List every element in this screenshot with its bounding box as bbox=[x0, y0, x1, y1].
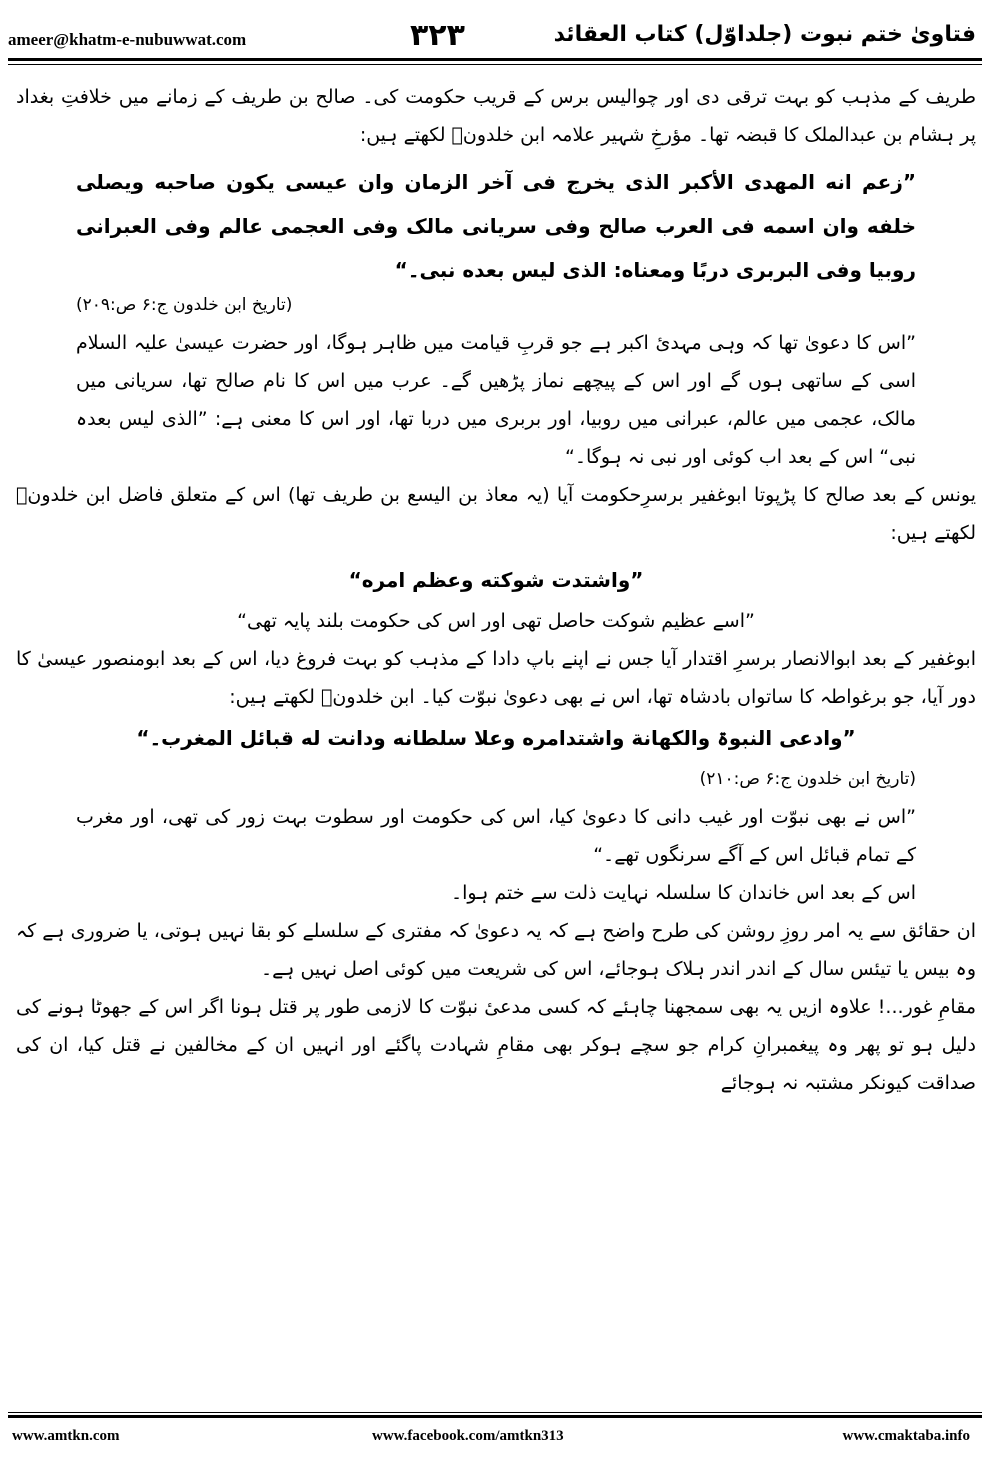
arabic-quote-2: ”واشتدت شوکته وعظم امره“ bbox=[348, 568, 644, 592]
urdu-translation-1: ”اس کا دعویٰ تھا کہ وہی مہدیٔ اکبر ہے جو قربِ قیامت میں ظاہر ہوگا، اور حضرت عیسیٰ علیہ السلام اسی کے ساتھی ہوں گے اور اس کے پیچھے نماز پڑھیں گے۔ عرب میں اس کا نام صالح تھا، سریانی میں مالک، عجمی میں عالم، عبرانی میں روبیا، اور بربری میں دربا تھا، اور اس کا معنی ہے: ”الذی لیس بعدہ نبی“ اس کے بعد اب کوئی اور نبی نہ ہوگا۔“ bbox=[76, 332, 916, 468]
header-email[interactable]: ameer@khatm-e-nubuwwat.com bbox=[8, 30, 247, 49]
header-rule-thick bbox=[8, 58, 982, 61]
footer-link-cmaktaba[interactable]: www.cmaktaba.info bbox=[842, 1428, 970, 1444]
arabic-quote-3: ”وادعی النبوۃ والکهانة واشتدامره وعلا سلطانه ودانت له قبائل المغرب۔“ bbox=[136, 726, 856, 750]
paragraph-4: اس کے بعد اس خاندان کا سلسلہ نہایت ذلت سے ختم ہوا۔ bbox=[450, 882, 916, 904]
paragraph-2: یونس کے بعد صالح کا پڑپوتا ابوغفیر برسرِحکومت آیا (یہ معاذ بن الیسع بن طریف تھا) اس کے متعلق فاضل ابن خلدونؒ لکھتے ہیں: bbox=[16, 484, 976, 544]
urdu-translation-2: ”اسے عظیم شوکت حاصل تھی اور اس کی حکومت بلند پایہ تھی“ bbox=[237, 610, 755, 632]
paragraph-3: ابوغفیر کے بعد ابوالانصار برسرِ اقتدار آیا جس نے اپنے باپ دادا کے مذہب کو بہت فروغ دیا، اس کے بعد ابومنصور عیسیٰ کا دور آیا، جو برغواطہ کا ساتواں بادشاہ تھا، اس نے بھی دعویٰ نبوّت کیا۔ ابن خلدونؒ لکھتے ہیں: bbox=[16, 648, 976, 708]
reference-1: (تاریخ ابن خلدون ج:۶ ص:۲۰۹) bbox=[76, 295, 293, 315]
book-title: فتاویٰ ختم نبوت (جلداوّل) کتاب العقائد bbox=[553, 22, 976, 47]
reference-2: (تاریخ ابن خلدون ج:۶ ص:۲۱۰) bbox=[699, 769, 916, 789]
page-number: ۳۲۳ bbox=[410, 18, 465, 53]
header-rule-thin bbox=[8, 64, 982, 65]
footer-rule-thick bbox=[8, 1415, 982, 1418]
footer-link-amtkn[interactable]: www.amtkn.com bbox=[12, 1428, 120, 1444]
main-text bbox=[16, 78, 976, 1382]
paragraph-6: مقامِ غور...! علاوہ ازیں یہ بھی سمجھنا چاہئے کہ کسی مدعیٔ نبوّت کا لازمی طور پر قتل ہونا اگر اس کے جھوٹا ہونے کی دلیل ہو تو پھر وہ پیغمبرانِ کرام جو سچے ہوکر بھی مقامِ شہادت پاگئے اور انہیں ان کے مخالفین نے قتل کیا، ان کی صداقت کیونکر مشتبہ نہ ہوجائے bbox=[16, 996, 976, 1094]
urdu-translation-3: ”اس نے بھی نبوّت اور غیب دانی کا دعویٰ کیا، اس کی حکومت اور سطوت بہت زور کی تھی، اور مغرب کے تمام قبائل اس کے آگے سرنگوں تھے۔“ bbox=[76, 806, 916, 866]
footer-rule-thin bbox=[8, 1412, 982, 1413]
arabic-quote-1: ”زعم انه المهدی الأکبر الذی یخرج فی آخر الزمان وان عیسی یکون صاحبه ویصلی خلفه وان اسمه فی العرب صالح وفی سریانی مالک وفی العجمی عالم وفی العبرانی روبیا وفی البربری دربًا ومعناه: الذی لیس بعده نبی۔“ bbox=[76, 170, 916, 282]
paragraph-1: طریف کے مذہب کو بہت ترقی دی اور چوالیس برس کے قریب حکومت کی۔ صالح بن طریف کے زمانے میں خلافتِ بغداد پر ہشام بن عبدالملک کا قبضہ تھا۔ مؤرخِ شہیر علامہ ابن خلدونؒ لکھتے ہیں: bbox=[16, 86, 976, 146]
footer-link-facebook[interactable]: www.facebook.com/amtkn313 bbox=[372, 1428, 564, 1444]
paragraph-5: ان حقائق سے یہ امر روزِ روشن کی طرح واضح ہے کہ یہ دعویٰ کہ مفتری کے سلسلے کو بقا نہیں ہوتی، یا ضروری ہے کہ وہ بیس یا تیئس سال کے اندر اندر ہلاک ہوجائے، اس کی شریعت میں کوئی اصل نہیں ہے۔ bbox=[16, 920, 976, 980]
